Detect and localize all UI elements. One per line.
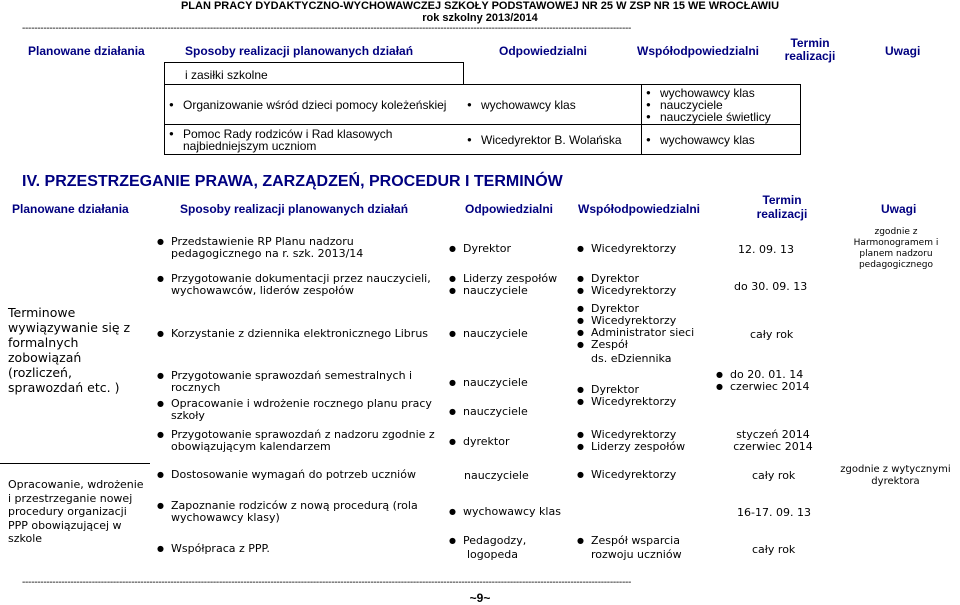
col-uwagi: Uwagi <box>885 44 921 58</box>
r8-odp-2: logopeda <box>467 548 518 561</box>
list-item: ● nauczyciele świetlicy <box>646 111 796 123</box>
list-item: ● wychowawcy klas <box>646 87 796 99</box>
list-item: ● Dyrektor <box>577 303 694 315</box>
col-termin: Termin realizacji <box>784 36 836 63</box>
list-item: ● Dyrektor <box>449 243 511 255</box>
list-item: ● Wicedyrektorzy <box>577 429 685 441</box>
r1-wspol <box>577 243 676 255</box>
r8-termin: cały rok <box>752 543 796 556</box>
list-item: ● Dyrektor <box>577 273 676 285</box>
r2-sposob <box>157 273 447 297</box>
r5-termin-1: styczeń 2014 <box>736 428 810 441</box>
list-item: ● Przygotowanie sprawozdań semestralnych i rocznych <box>157 370 442 394</box>
col-odpowiedzialni: Odpowiedzialni <box>499 44 588 58</box>
header-divider: --------------------------------------------------------------------------------------------------------------------------------------------------------------------------------------------------------- <box>22 24 632 34</box>
list-item: ● Organizowanie wśród dzieci pomocy koleżeńskiej <box>169 99 459 111</box>
list-item: ● dyrektor <box>449 436 509 448</box>
list-item: ● Przygotowanie dokumentacji przez nauczycieli, wychowawców, liderów zespołów <box>157 273 447 297</box>
list-item: ● nauczyciele <box>449 328 528 340</box>
list-item: ● Współpraca z PPP. <box>157 543 270 555</box>
r3-wspol-extra: ds. eDziennika <box>591 352 672 365</box>
r5-termin-2: czerwiec 2014 <box>733 440 813 453</box>
list-item: ● wychowawcy klas <box>467 99 637 111</box>
r3-wspol <box>577 303 694 351</box>
r5-sposob <box>157 429 447 453</box>
r2-wspol <box>577 273 676 297</box>
r1-odp <box>449 243 511 255</box>
list-item: ● Przedstawienie RP Planu nadzoru pedagogicznego na r. szk. 2013/14 <box>157 236 447 260</box>
list-item: ● Wicedyrektorzy <box>577 469 676 481</box>
group-divider <box>0 463 150 464</box>
list-item: ● Przygotowanie sprawozdań z nadzoru zgodnie z obowiązującym kalendarzem <box>157 429 447 453</box>
list-item: ● Opracowanie i wdrożenie rocznego planu pracy szkoły <box>157 398 442 422</box>
list-item: ● Pedagodzy, <box>449 535 526 547</box>
list-item: ● Administrator sieci <box>577 327 694 339</box>
r4-termin <box>716 369 809 393</box>
list-item: ● Zapoznanie rodziców z nową procedurą (rola wychowawcy klasy) <box>157 500 437 524</box>
list-item: ● Dostosowanie wymagań do potrzeb uczniów <box>157 469 447 481</box>
col-wspol: Współodpowiedzialni <box>637 44 759 58</box>
r2-termin: do 30. 09. 13 <box>734 280 808 293</box>
list-item: ● Pomoc Rady rodziców i Rad klasowych najbiedniejszym uczniom <box>169 128 459 152</box>
list-item: ● nauczyciele <box>646 99 796 111</box>
list-item: ● Wicedyrektorzy <box>577 396 676 408</box>
r5-termin <box>728 429 818 453</box>
r7-odp <box>449 506 561 518</box>
list-item: ● Zespół wsparcia <box>577 535 680 547</box>
r4-sposob <box>157 370 442 422</box>
r8-odp <box>449 535 526 547</box>
section-title: IV. PRZESTRZEGANIE PRAWA, ZARZĄDZEŃ, PROCEDUR I TERMINÓW <box>22 173 563 190</box>
col-planowane: Planowane działania <box>28 44 145 58</box>
r7-sposob <box>157 500 437 524</box>
list-item: ● do 20. 01. 14 <box>716 369 809 381</box>
footer-divider: --------------------------------------------------------------------------------------------------------------------------------------------------------------------------------------------------------- <box>22 578 632 588</box>
col-wspol: Współodpowiedzialni <box>578 202 700 216</box>
list-item: ● wychowawcy klas <box>449 506 561 518</box>
col-planowane: Planowane działania <box>12 202 129 216</box>
list-item: ● czerwiec 2014 <box>716 381 809 393</box>
r4-odp-b <box>449 406 528 418</box>
row0-text: i zasiłki szkolne <box>185 68 268 82</box>
r5-odp <box>449 436 509 448</box>
r8-wspol <box>577 535 680 547</box>
list-item: ● nauczyciele <box>449 285 557 297</box>
r1-uwagi: zgodnie z Harmonogramem i planem nadzoru pedagogicznego <box>853 227 939 270</box>
list-item: ● Wicedyrektorzy <box>577 285 676 297</box>
r8-wspol-2: rozwoju uczniów <box>591 548 682 561</box>
list-item: ● Zespół <box>577 339 694 351</box>
r6-sposob <box>157 469 447 481</box>
r6-odp: nauczyciele <box>464 469 529 482</box>
document-title: PLAN PRACY DYDAKTYCZNO-WYCHOWAWCZEJ SZKOŁY PODSTAWOWEJ NR 25 W ZSP NR 15 WE WROCŁAWIU <box>180 0 780 12</box>
list-item: ● Wicedyrektorzy <box>577 243 676 255</box>
list-item: ● nauczyciele <box>449 377 528 389</box>
r3-termin: cały rok <box>750 328 794 341</box>
col-odpowiedzialni: Odpowiedzialni <box>465 202 554 216</box>
r8-sposob <box>157 543 270 555</box>
r6-wspol <box>577 469 676 481</box>
list-item: ● Wicedyrektorzy <box>577 315 694 327</box>
r3-sposob <box>157 328 447 340</box>
list-item: ● Dyrektor <box>577 384 676 396</box>
r2-odp <box>449 273 557 297</box>
page-number: ~9~ <box>469 591 491 605</box>
list-item: ● Liderzy zespołów <box>577 441 685 453</box>
list-item: ● Liderzy zespołów <box>449 273 557 285</box>
r6-uwagi: zgodnie z wytycznymi dyrektora <box>840 464 951 487</box>
r6-termin: cały rok <box>752 469 796 482</box>
r4-odp-a <box>449 377 528 389</box>
list-item: ● Korzystanie z dziennika elektronicznego Librus <box>157 328 447 340</box>
r4-wspol <box>577 384 676 408</box>
col-sposoby: Sposoby realizacji planowanych działań <box>185 44 414 58</box>
r7-termin: 16-17. 09. 13 <box>737 506 811 519</box>
r1-sposob <box>157 236 447 260</box>
r1-termin: 12. 09. 13 <box>738 243 794 256</box>
group2-title: Opracowanie, wdrożenie i przestrzeganie nowej procedury organizacji PPP obowiązującej w szkole <box>8 478 144 545</box>
r5-wspol <box>577 429 685 453</box>
col-termin: Termin realizacji <box>756 193 808 221</box>
list-item: ● nauczyciele <box>449 406 528 418</box>
list-item: ● wychowawcy klas <box>646 134 796 146</box>
r3-odp <box>449 328 528 340</box>
group1-title: Terminowe wywiązywanie się z formalnych zobowiązań (rozliczeń, sprawozdań etc. ) <box>8 305 131 395</box>
list-item: ● Wicedyrektor B. Wolańska <box>467 134 637 146</box>
col-uwagi: Uwagi <box>881 202 917 216</box>
col-sposoby: Sposoby realizacji planowanych działań <box>180 202 409 216</box>
school-year: rok szkolny 2013/2014 <box>422 12 538 24</box>
